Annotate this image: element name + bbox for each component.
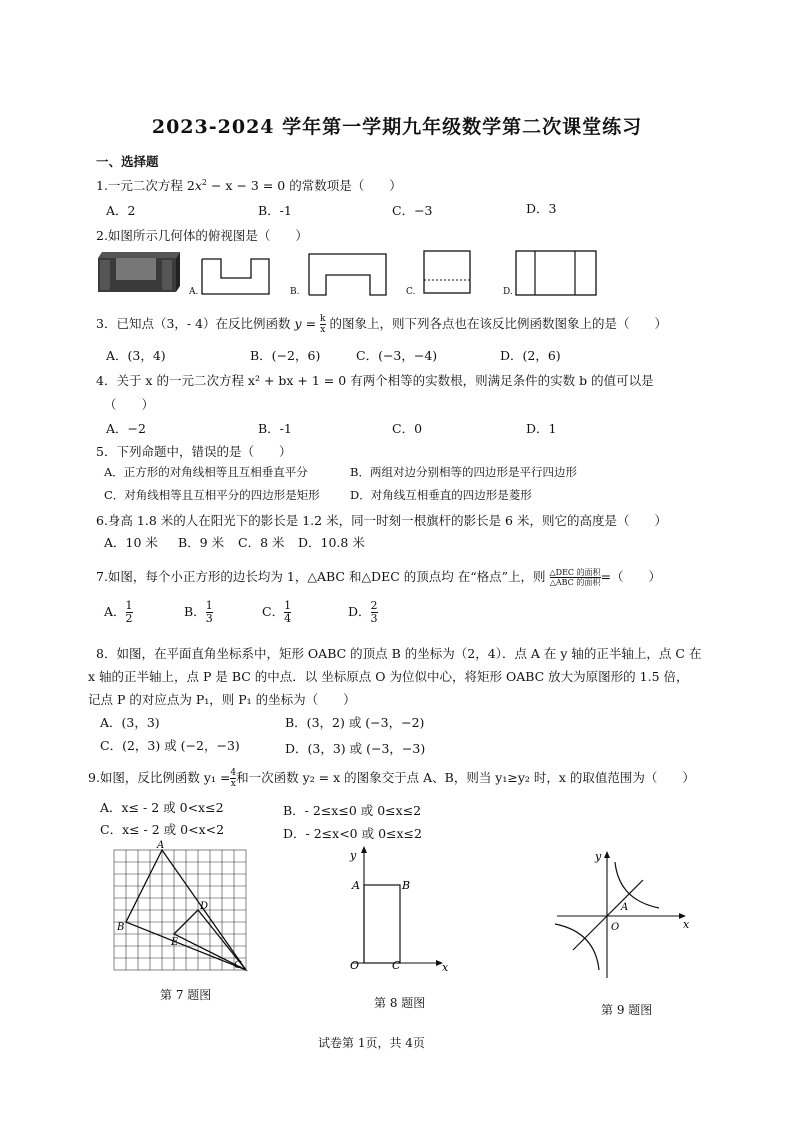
q3-frac-num: k bbox=[320, 314, 326, 324]
q7-ratio-den: △ABC 的面积 bbox=[549, 578, 601, 587]
question-1 bbox=[96, 176, 402, 194]
q7-d-fraction bbox=[371, 600, 378, 625]
q1-stem: 1.一元二次方程 2 bbox=[96, 178, 195, 193]
question-8-line-2: x 轴的正半轴上，点 P 是 BC 的中点．以 坐标原点 O 为位似中心，将矩形 OABC 放大为原图形的 1.5 倍， bbox=[88, 669, 689, 684]
question-7 bbox=[96, 567, 661, 587]
q4-option-b[interactable]: B．-1 bbox=[258, 421, 292, 436]
q7-b-letter: B． bbox=[184, 604, 206, 619]
q3-stem: 3．已知点（3，- 4）在反比例函数 bbox=[96, 316, 291, 331]
q6-option-d[interactable]: D．10.8 米 bbox=[298, 535, 365, 550]
q9-stem: 9.如图，反比例函数 y₁ = bbox=[88, 770, 231, 785]
q7-ratio-num: △DEC 的面积 bbox=[549, 568, 601, 577]
q5-option-c[interactable]: C．对角线相等且互相平分的四边形是矩形 bbox=[104, 488, 320, 502]
q7-option-c[interactable] bbox=[262, 600, 291, 625]
fig9-label-y: y bbox=[595, 850, 602, 863]
fig7-label-a: A bbox=[157, 840, 165, 851]
section-heading: 一、选择题 bbox=[96, 154, 159, 169]
q3-option-a[interactable]: A．(3，4) bbox=[106, 348, 166, 363]
q7-b-den: 3 bbox=[205, 612, 213, 625]
fig9-line-y2 bbox=[573, 880, 643, 950]
q6-option-b[interactable]: B．9 米 bbox=[178, 535, 225, 550]
q7-stem: 7.如图，每个小正方形的边长均为 1，△ABC 和△DEC 的顶点均 在“格点”上，则 bbox=[96, 569, 546, 584]
fig8-label-y: y bbox=[350, 849, 357, 862]
page-footer: 试卷第 1页，共 4页 bbox=[318, 1036, 425, 1050]
question-6: 6.身高 1.8 米的人在阳光下的影长是 1.2 米，同一时刻一根旗杆的影长是 6 米，则它的高度是（ ） bbox=[96, 513, 667, 528]
q3-fraction bbox=[320, 314, 325, 335]
q7-d-den: 3 bbox=[370, 612, 378, 625]
question-9 bbox=[88, 768, 695, 789]
q2-option-d-figure[interactable] bbox=[515, 250, 599, 296]
q7-a-den: 2 bbox=[125, 612, 133, 625]
q8-option-d[interactable]: D．(3，3) 或 (−3，−3) bbox=[285, 741, 426, 756]
q4-option-d[interactable]: D．1 bbox=[526, 421, 557, 436]
q7-option-d[interactable] bbox=[348, 600, 378, 625]
q2-solid-figure bbox=[96, 248, 182, 296]
fig7-label-e: E bbox=[171, 937, 179, 948]
q4-option-c[interactable]: C．0 bbox=[392, 421, 423, 436]
q9-frac-den: x bbox=[230, 779, 236, 789]
q8-option-a[interactable]: A．(3，3) bbox=[100, 715, 160, 730]
figure-7-caption: 第 7 题图 bbox=[160, 988, 212, 1002]
q2-option-c-figure[interactable] bbox=[423, 250, 473, 294]
q1-var: x bbox=[194, 178, 202, 193]
q7-c-num: 1 bbox=[284, 599, 292, 612]
figure-8-rectangle bbox=[344, 845, 454, 975]
q7-a-fraction bbox=[126, 600, 133, 625]
q9-option-d[interactable]: D．- 2≤x<0 或 0≤x≤2 bbox=[283, 826, 422, 841]
q7-a-num: 1 bbox=[125, 599, 133, 612]
q3-option-c[interactable]: C．(−3，−4) bbox=[356, 348, 438, 363]
q5-option-d[interactable]: D．对角线互相垂直的四边形是菱形 bbox=[350, 488, 532, 502]
q7-c-letter: C． bbox=[262, 604, 285, 619]
fig8-label-a: A bbox=[352, 879, 360, 892]
q6-option-a[interactable]: A．10 米 bbox=[104, 535, 158, 550]
q7-d-num: 2 bbox=[370, 599, 378, 612]
q9-option-a[interactable]: A．x≤ - 2 或 0<x≤2 bbox=[100, 800, 224, 815]
fig7-label-c: C bbox=[234, 960, 242, 971]
q3-option-d[interactable]: D．(2，6) bbox=[500, 348, 561, 363]
fig7-label-d: D bbox=[200, 901, 209, 912]
q7-d-letter: D． bbox=[348, 604, 371, 619]
q5-option-a[interactable]: A．正方形的对角线相等且互相垂直平分 bbox=[104, 465, 308, 479]
fig8-label-o: O bbox=[350, 959, 360, 972]
q7-c-fraction bbox=[284, 600, 291, 625]
q1-exp: 2 bbox=[201, 177, 208, 187]
figure-7-grid bbox=[114, 840, 254, 975]
q8-option-c[interactable]: C．(2，3) 或 (−2，−3) bbox=[100, 738, 240, 753]
question-4: 4．关于 x 的一元二次方程 x² + bx + 1 = 0 有两个相等的实数根，则满足条件的实数 b 的值可以是 bbox=[96, 373, 654, 388]
figure-8-caption: 第 8 题图 bbox=[374, 996, 426, 1010]
q9-frac-num: 4 bbox=[230, 768, 237, 778]
q1-option-a[interactable]: A．2 bbox=[106, 203, 136, 218]
fig9-label-a: A bbox=[621, 902, 629, 913]
q2-option-a-figure[interactable] bbox=[201, 258, 271, 296]
q3-function: y = bbox=[294, 316, 317, 331]
q8-option-b[interactable]: B．(3，2) 或 (−3，−2) bbox=[285, 715, 425, 730]
q1-stem-post: − x − 3 = 0 的常数项是（ ） bbox=[207, 178, 402, 193]
question-3 bbox=[96, 314, 667, 335]
fig8-label-c: C bbox=[392, 959, 401, 972]
q1-option-d[interactable]: D．3 bbox=[526, 201, 557, 216]
figure-9-graph bbox=[555, 848, 695, 988]
question-2: 2.如图所示几何体的俯视图是（ ） bbox=[96, 228, 308, 243]
q7-option-b[interactable] bbox=[184, 600, 213, 625]
q1-option-c[interactable]: C．−3 bbox=[392, 203, 433, 218]
q7-b-num: 1 bbox=[205, 599, 213, 612]
q2-option-c-label[interactable]: C. bbox=[406, 287, 416, 297]
q1-option-b[interactable]: B．-1 bbox=[258, 203, 292, 218]
fig8-label-b: B bbox=[402, 879, 411, 892]
q9-stem-post: 和一次函数 y₂ = x 的图象交于点 A、B，则当 y₁≥y₂ 时，x 的取值范围为（ ） bbox=[236, 770, 695, 785]
q3-option-b[interactable]: B．(−2，6) bbox=[250, 348, 321, 363]
question-5: 5．下列命题中，错误的是（ ） bbox=[96, 444, 292, 459]
q6-option-c[interactable]: C．8 米 bbox=[238, 535, 285, 550]
q7-ratio bbox=[550, 568, 601, 587]
fig9-label-o: O bbox=[611, 922, 620, 933]
fig9-label-x: x bbox=[683, 918, 690, 931]
fig8-label-x: x bbox=[442, 961, 449, 974]
question-4-paren: （ ） bbox=[104, 397, 155, 412]
q2-option-b-figure[interactable] bbox=[308, 253, 388, 297]
q4-option-a[interactable]: A．−2 bbox=[106, 421, 146, 436]
q7-stem-post: =（ ） bbox=[600, 569, 662, 584]
q2-option-d-label[interactable]: D. bbox=[503, 287, 513, 297]
page-title: 2023-2024 学年第一学期九年级数学第二次课堂练习 bbox=[151, 116, 643, 138]
q3-frac-den: x bbox=[320, 325, 326, 335]
q2-option-a-label[interactable]: A. bbox=[189, 287, 199, 297]
fig7-label-b: B bbox=[117, 922, 125, 933]
q3-stem-post: 的图象上，则下列各点也在该反比例函数图象上的是（ ） bbox=[329, 316, 668, 331]
q7-a-letter: A． bbox=[104, 604, 126, 619]
q9-option-c[interactable]: C．x≤ - 2 或 0<x<2 bbox=[100, 822, 225, 837]
figure-9-caption: 第 9 题图 bbox=[601, 1003, 653, 1017]
q7-c-den: 4 bbox=[284, 612, 292, 625]
q7-b-fraction bbox=[206, 600, 213, 625]
q5-option-b[interactable]: B．两组对边分别相等的四边形是平行四边形 bbox=[350, 465, 577, 479]
fig8-rect-oabc bbox=[364, 885, 400, 963]
q7-option-a[interactable] bbox=[104, 600, 133, 625]
q2-option-b-label[interactable]: B. bbox=[290, 287, 300, 297]
question-8-line-1: 8．如图，在平面直角坐标系中，矩形 OABC 的顶点 B 的坐标为（2，4）．点 A 在 y 轴的正半轴上，点 C 在 bbox=[96, 646, 702, 661]
q9-option-b[interactable]: B．- 2≤x≤0 或 0≤x≤2 bbox=[283, 803, 422, 818]
fig7-grid-lines bbox=[114, 850, 246, 970]
question-8-line-3: 记点 P 的对应点为 P₁，则 P₁ 的坐标为（ ） bbox=[88, 692, 356, 707]
